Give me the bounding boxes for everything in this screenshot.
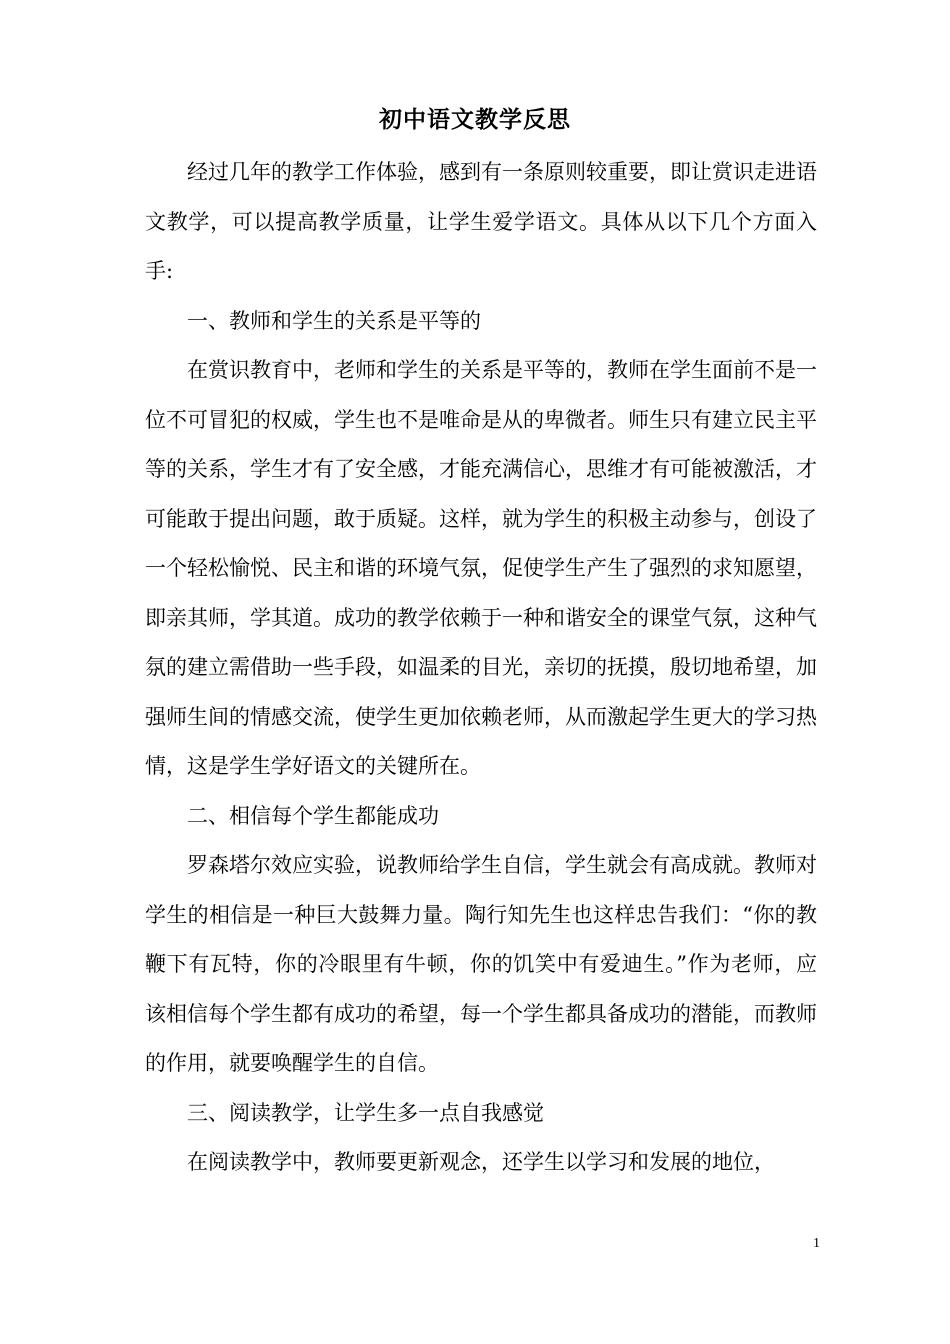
section-heading-3: 三、阅读教学，让学生多一点自我感觉	[187, 1100, 544, 1125]
section-paragraph-1: 在赏识教育中，老师和学生的关系是平等的，教师在学生面前不是一位不可冒犯的权威，学生也不是唯命是从的卑微者。师生只有建立民主平等的关系，学生才有了安全感，才能充满信心，思维才有可能被激活，才可能敢于提出问题，敢于质疑。这样，就为学生的积极主动参与，创设了一个轻松愉悦、民主和谐的环境气氛，促使学生产生了强烈的求知愿望，即亲其师，学其道。成功的教学依赖于一种和谐安全的课堂气氛，这种气氛的建立需借助一些手段，如温柔的目光，亲切的抚摸，殷切地希望，加强师生间的情感交流，使学生更加依赖老师，从而激起学生更大的学习热情，这是学生学好语文的关键所在。	[145, 358, 817, 778]
document-body	[145, 148, 817, 1188]
section-paragraph-2: 罗森塔尔效应实验，说教师给学生自信，学生就会有高成就。教师对学生的相信是一种巨大鼓舞力量。陶行知先生也这样忠告我们：“你的教鞭下有瓦特，你的冷眼里有牛顿，你的饥笑中有爱迪生。”作为老师，应该相信每个学生都有成功的希望，每一个学生都具备成功的潜能，而教师的作用，就要唤醒学生的自信。	[145, 853, 817, 1075]
page-number: 1	[813, 1236, 820, 1251]
section-heading-1: 一、教师和学生的关系是平等的	[187, 308, 481, 333]
document-title: 初中语文教学反思	[379, 106, 571, 133]
section-heading-2: 二、相信每个学生都能成功	[187, 803, 439, 828]
section-paragraph-3: 在阅读教学中，教师要更新观念，还学生以学习和发展的地位，	[187, 1150, 775, 1174]
intro-paragraph: 经过几年的教学工作体验，感到有一条原则较重要，即让赏识走进语文教学，可以提高教学质量，让学生爱学语文。具体从以下几个方面入手:	[145, 160, 817, 283]
